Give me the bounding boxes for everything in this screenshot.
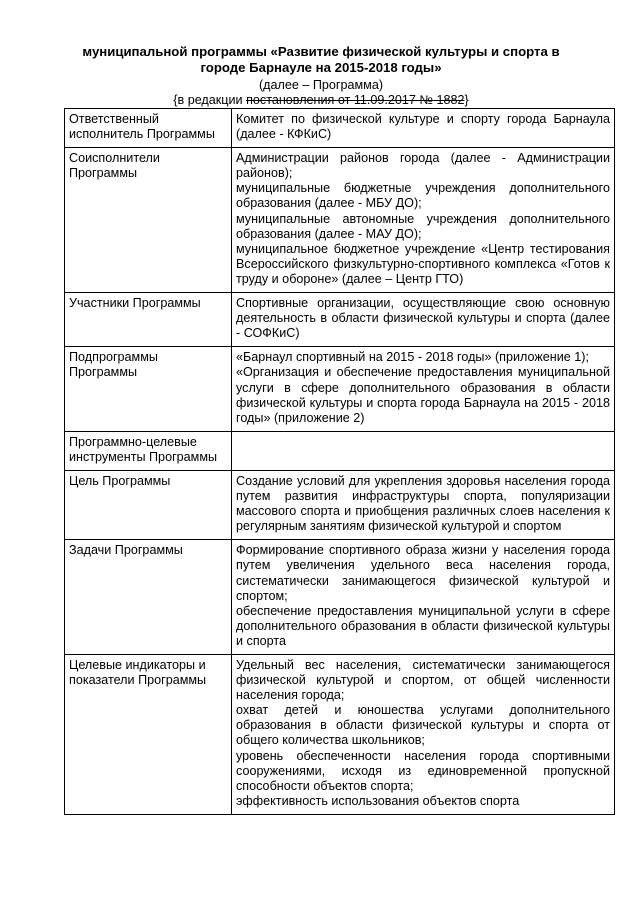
row-label: Участники Программы (65, 293, 232, 347)
edition-note: {в редакции постановления от 11.09.2017 № 1882} (173, 93, 469, 107)
row-label: Соисполнители Программы (65, 148, 232, 293)
row-value (232, 431, 615, 470)
row-label: Программно-целевые инструменты Программы (65, 431, 232, 470)
title-line-1: муниципальной программы «Развитие физической культуры и спорта в (82, 44, 560, 59)
table-row (65, 470, 615, 539)
row-value: Удельный вес населения, систематически занимающегося физической культурой и спортом, от общей численности населения города; охват детей и юношества услугами дополнительного образования в области физической культуры и спорта от общего количества школьников; уровень обеспеченности населения города спортивными сооружениями, исходя из единовременной пропускной способности объектов спорта; эффективность использования объектов спорта (232, 655, 615, 815)
row-value: Спортивные организации, осуществляющие свою основную деятельность в области физической культуры и спорта (далее - СОФКиС) (232, 293, 615, 347)
struck-decree-reference: постановления от 11.09.2017 № 1882 (246, 93, 465, 107)
title-line-2: городе Барнауле на 2015-2018 годы» (200, 60, 442, 75)
row-value: Комитет по физической культуре и спорту города Барнаула (далее - КФКиС) (232, 109, 615, 148)
table-row (65, 293, 615, 347)
row-label: Цель Программы (65, 470, 232, 539)
row-label: Целевые индикаторы и показатели Программы (65, 655, 232, 815)
table-row (65, 431, 615, 470)
row-value: Формирование спортивного образа жизни у населения города путем увеличения удельного веса населения города, систематически занимающегося физической культурой и спортом; обеспечение предоставления муниципальной услуги в сфере дополнительного образования в области физической культуры и спорта (232, 540, 615, 655)
row-label: Задачи Программы (65, 540, 232, 655)
row-label: Подпрограммы Программы (65, 347, 232, 431)
table-row (65, 540, 615, 655)
document-title (66, 44, 576, 76)
row-label: Ответственный исполнитель Программы (65, 109, 232, 148)
table-row (65, 655, 615, 815)
table-row (65, 347, 615, 431)
program-passport-table (64, 108, 615, 815)
row-value: Администрации районов города (далее - Администрации районов); муниципальные бюджетные учреждения дополнительного образования (далее - МБУ ДО); муниципальные автономные учреждения дополнительного образования (далее - МАУ ДО); муниципальное бюджетное учреждение «Центр тестирования Всероссийского физкультурно-спортивного комплекса «Готов к труду и обороне» (далее – Центр ГТО) (232, 148, 615, 293)
program-abbreviation: (далее – Программа) (258, 78, 384, 92)
table-row (65, 109, 615, 148)
row-value: «Барнаул спортивный на 2015 - 2018 годы» (приложение 1); «Организация и обеспечение предоставления муниципальной услуги в сфере дополнительного образования в области физической культуры и спорта города Барнаула на 2015 - 2018 годы» (приложение 2) (232, 347, 615, 431)
table-row (65, 148, 615, 293)
row-value: Создание условий для укрепления здоровья населения города путем развития инфраструктуры спорта, популяризации массового спорта и приобщения различных слоев населения к регулярным занятиям физической культурой и спортом (232, 470, 615, 539)
